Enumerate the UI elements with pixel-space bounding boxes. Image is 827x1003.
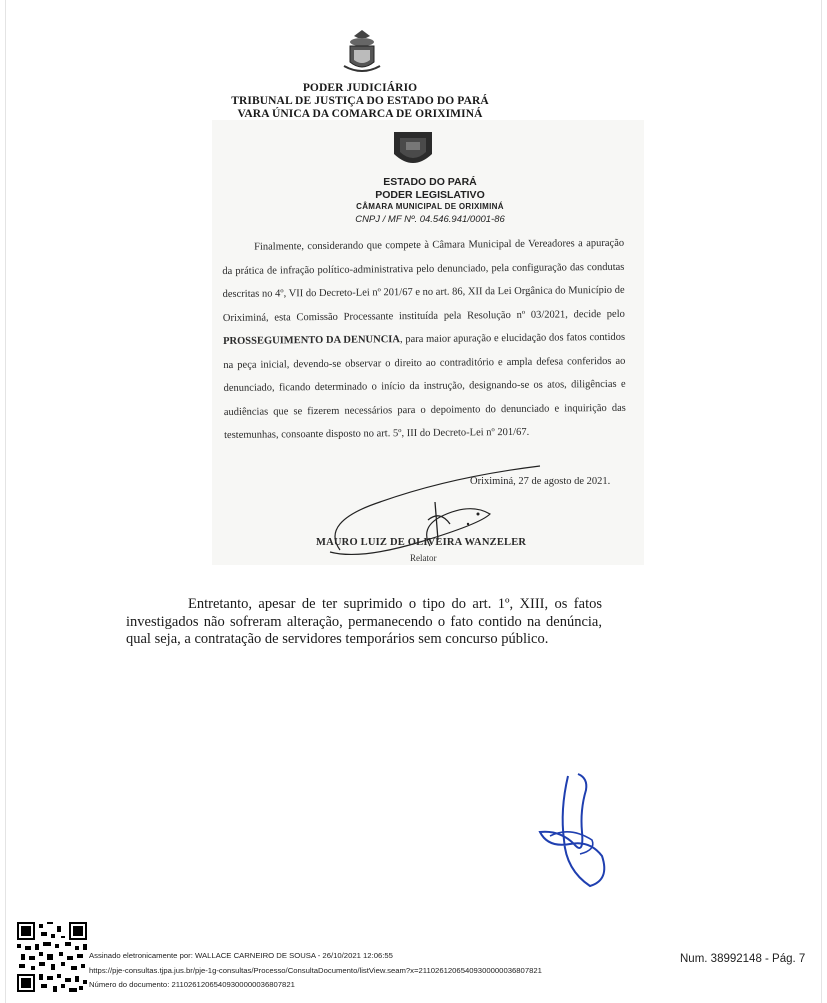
scanned-signer-name: MAURO LUIZ DE OLIVEIRA WANZELER (316, 537, 527, 548)
footer-signed-by: Assinado eletronicamente por: WALLACE CARNEIRO DE SOUSA - 26/10/2021 12:06:55 (89, 951, 393, 960)
letterhead-state: ESTADO DO PARÁ (383, 176, 477, 188)
letterhead-chamber: CÂMARA MUNICIPAL DE ORIXIMINÁ (356, 202, 504, 211)
qr-code-icon (17, 922, 87, 992)
scanned-paragraph (222, 232, 626, 448)
scanned-date: Oriximiná, 27 de agosto de 2021. (470, 476, 611, 487)
coat-of-arms-icon (340, 28, 384, 78)
blue-handwritten-signature (530, 770, 620, 890)
header-line-1: PODER JUDICIÁRIO (302, 82, 418, 94)
scanned-paragraph-bold: PROSSEGUIMENTO DA DENUNCIA (223, 334, 400, 347)
municipal-crest-icon (390, 128, 436, 172)
scanned-paragraph-start: Finalmente, considerando que compete à Câmara Municipal de Vereadores a apuração da prática de infração político-administrativa pelo denunciado, pela configuração das condutas descritas no 4º, VII do Decreto-Lei nº 201/67 e no art. 86, XII da Lei Orgânica do Município de Oriximiná, esta Comissão Processante instituída pela Resolução nº 03/2021, decide pelo (222, 237, 625, 324)
letterhead-power: PODER LEGISLATIVO (375, 189, 485, 201)
body-paragraph-text: Entretanto, apesar de ter suprimido o tipo do art. 1º, XIII, os fatos investigados não sofreram alteração, permanecendo o fato contido na denúncia, qual seja, a contratação de servidores temporários sem concurso público. (126, 596, 602, 647)
header-line-3: VARA ÚNICA DA COMARCA DE ORIXIMINÁ (237, 108, 483, 120)
scanned-paragraph-end: , para maior apuração e elucidação dos fatos contidos na peça inicial, devendo-se observar o direito ao contraditório e ampla defesa conferidos ao denunciado, ficando determinado o início da instrução, designando-se os atos, diligências e audiências que se fizerem necessários para o depoimento do denunciado e inquirição das testemunhas, consoante disposto no art. 5º, III do Decreto-Lei nº 201/67. (223, 331, 626, 441)
scanned-signer-role: Relator (410, 553, 437, 561)
page-number: Num. 38992148 - Pág. 7 (680, 953, 806, 965)
header-line-2: TRIBUNAL DE JUSTIÇA DO ESTADO DO PARÁ (231, 95, 489, 107)
footer-url[interactable]: https://pje-consultas.tjpa.jus.br/pje-1g-consultas/Processo/ConsultaDocumento/listView.seam?x=21102612065409300000036807821 (89, 966, 542, 975)
letterhead-cnpj: CNPJ / MF Nº. 04.546.941/0001-86 (355, 214, 505, 225)
footer-doc-number: Número do documento: 21102612065409300000036807821 (89, 980, 295, 989)
body-paragraph (126, 596, 602, 649)
